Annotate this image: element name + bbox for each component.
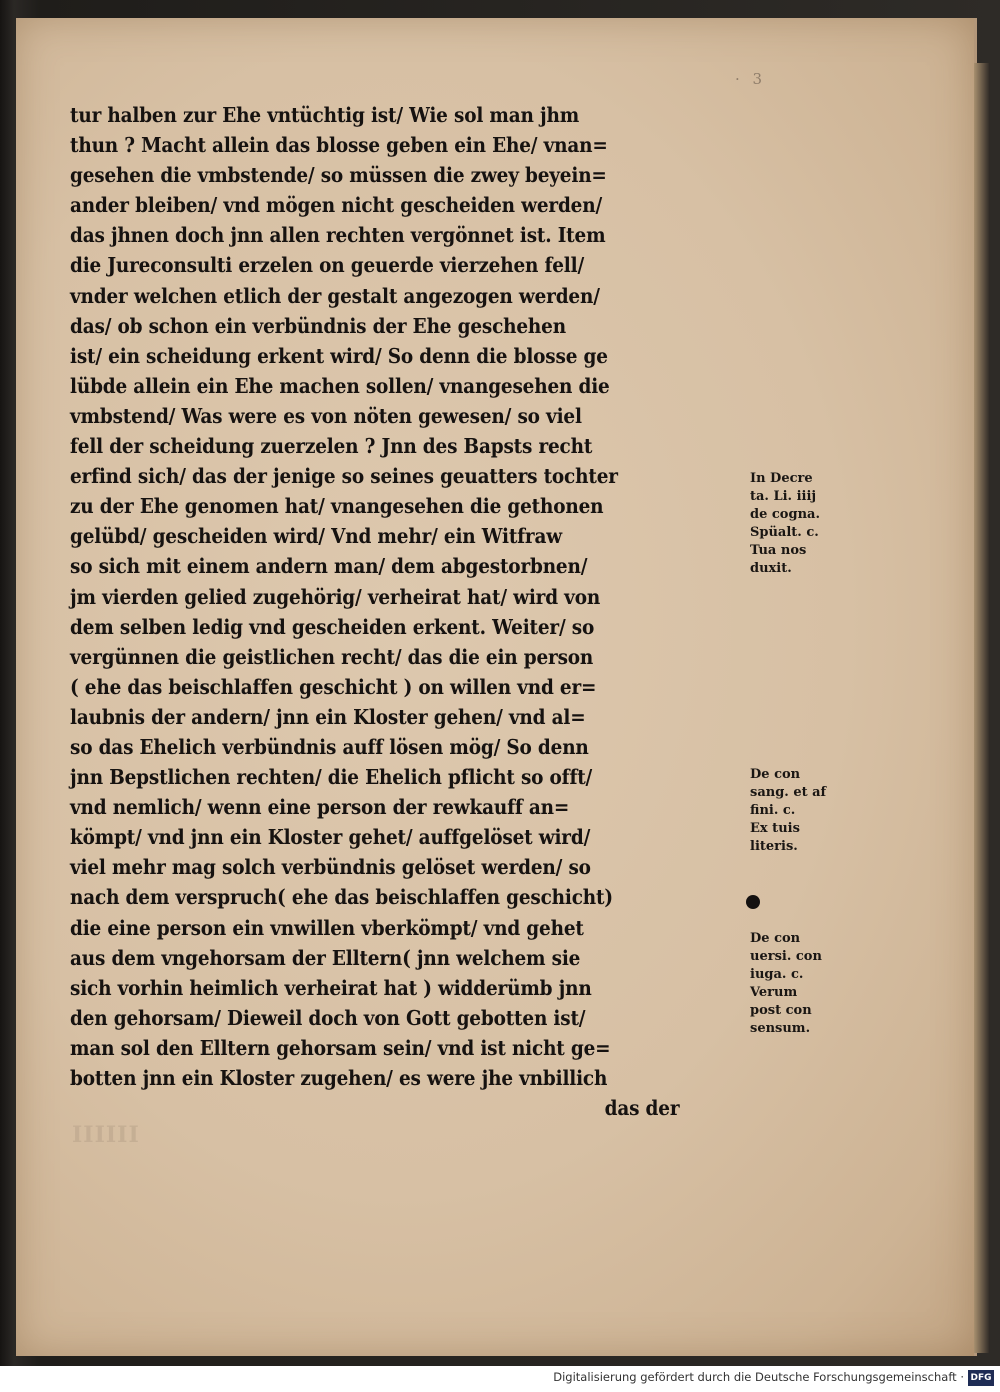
marginal-line: literis. bbox=[750, 839, 798, 854]
body-text bbox=[70, 100, 770, 1123]
text-line: das jhnen doch jnn allen rechten vergönnet ist. Item bbox=[70, 223, 606, 248]
text-line: so das Ehelich verbündnis auff lösen mög/ So denn bbox=[70, 734, 589, 759]
text-line: ( ehe das beischlaffen geschicht ) on willen vnd er= bbox=[70, 674, 597, 699]
text-line: erfind sich/ das der jenige so seines geuatters tochter bbox=[70, 464, 618, 489]
marginal-note-decretal bbox=[750, 470, 860, 578]
text-line: thun ? Macht allein das blosse geben ein Ehe/ vnan= bbox=[70, 133, 608, 158]
marginal-line: De con bbox=[750, 931, 801, 946]
marginal-line: In Decre bbox=[750, 471, 813, 486]
text-line: aus dem vngehorsam der Elltern( jnn welchem sie bbox=[70, 945, 581, 970]
marginal-line: ta. Li. iiij bbox=[750, 489, 817, 504]
text-line: sich vorhin heimlich verheirat hat ) widderümb jnn bbox=[70, 975, 592, 1000]
marginal-line: fini. c. bbox=[750, 803, 796, 818]
text-line: fell der scheidung zuerzelen ? Jnn des Bapsts recht bbox=[70, 434, 593, 459]
page-edge-shadow bbox=[974, 63, 990, 1353]
text-line: jnn Bepstlichen rechten/ die Ehelich pflicht so offt/ bbox=[70, 765, 593, 790]
text-line: vnder welchen etlich der gestalt angezogen werden/ bbox=[70, 283, 600, 308]
dfg-logo: DFG bbox=[968, 1370, 994, 1386]
text-line: kömpt/ vnd jnn ein Kloster gehet/ auffgelöset wird/ bbox=[70, 825, 591, 850]
marginal-note-conversion bbox=[750, 930, 860, 1038]
text-line: ander bleiben/ vnd mögen nicht gescheiden werden/ bbox=[70, 193, 603, 218]
marginal-line: Spüalt. c. bbox=[750, 525, 819, 540]
text-line: zu der Ehe genomen hat/ vnangesehen die gethonen bbox=[70, 494, 604, 519]
text-line: das/ ob schon ein verbündnis der Ehe geschehen bbox=[70, 313, 566, 338]
text-line: dem selben ledig vnd gescheiden erkent. Weiter/ so bbox=[70, 614, 595, 639]
text-line: jm vierden gelied zugehörig/ verheirat hat/ wird von bbox=[70, 584, 601, 609]
text-line: die Jureconsulti erzelen on geuerde vierzehen fell/ bbox=[70, 253, 585, 278]
marginal-line: De con bbox=[750, 767, 801, 782]
text-line: nach dem verspruch( ehe das beischlaffen geschicht) bbox=[70, 885, 613, 910]
marginal-line: post con bbox=[750, 1003, 812, 1018]
text-line: so sich mit einem andern man/ dem abgestorbnen/ bbox=[70, 554, 588, 579]
text-line: die eine person ein vnwillen vberkömpt/ vnd gehet bbox=[70, 915, 584, 940]
marginal-line: uersi. con bbox=[750, 949, 822, 964]
bleed-through-mark: IIIIII bbox=[72, 1122, 140, 1148]
text-line: ist/ ein scheidung erkent wird/ So denn die blosse ge bbox=[70, 343, 608, 368]
marginal-line: Verum bbox=[750, 985, 798, 1000]
text-line: viel mehr mag solch verbündnis gelöset werden/ so bbox=[70, 855, 591, 880]
text-line: das der bbox=[604, 1096, 680, 1121]
text-line: den gehorsam/ Dieweil doch von Gott gebotten ist/ bbox=[70, 1005, 586, 1030]
marginal-note-consanguinity bbox=[750, 766, 860, 856]
text-line: laubnis der andern/ jnn ein Kloster gehen/ vnd al= bbox=[70, 704, 586, 729]
text-line: tur halben zur Ehe vntüchtig ist/ Wie sol man jhm bbox=[70, 103, 580, 127]
text-line: vmbstend/ Was were es von nöten gewesen/ so viel bbox=[70, 403, 582, 428]
text-line: gelübd/ gescheiden wird/ Vnd mehr/ ein Witfraw bbox=[70, 524, 562, 549]
marginal-line: de cogna. bbox=[750, 507, 820, 522]
text-line: vergünnen die geistlichen recht/ das die ein person bbox=[70, 644, 594, 669]
marginal-line: Tua nos bbox=[750, 543, 807, 558]
text-line: vnd nemlich/ wenn eine person der rewkauff an= bbox=[70, 795, 570, 820]
marginal-line: Ex tuis bbox=[750, 821, 800, 836]
folio-mark: · 3 bbox=[735, 70, 767, 88]
text-line: gesehen die vmbstende/ so müssen die zwey beyein= bbox=[70, 163, 607, 188]
text-line: botten jnn ein Kloster zugehen/ es were jhe vnbillich bbox=[70, 1066, 608, 1090]
text-line: man sol den Elltern gehorsam sein/ vnd ist nicht ge= bbox=[70, 1035, 611, 1060]
marginal-line: sensum. bbox=[750, 1021, 811, 1036]
funding-credit: Digitalisierung gefördert durch die Deutsche Forschungsgemeinschaft · bbox=[553, 1370, 964, 1384]
marginal-line: iuga. c. bbox=[750, 967, 804, 982]
marginal-line: duxit. bbox=[750, 561, 792, 576]
text-line: lübde allein ein Ehe machen sollen/ vnangesehen die bbox=[70, 373, 610, 398]
footer-bar bbox=[0, 1366, 1000, 1392]
ink-dot-mark bbox=[746, 895, 760, 909]
marginal-line: sang. et af bbox=[750, 785, 827, 800]
